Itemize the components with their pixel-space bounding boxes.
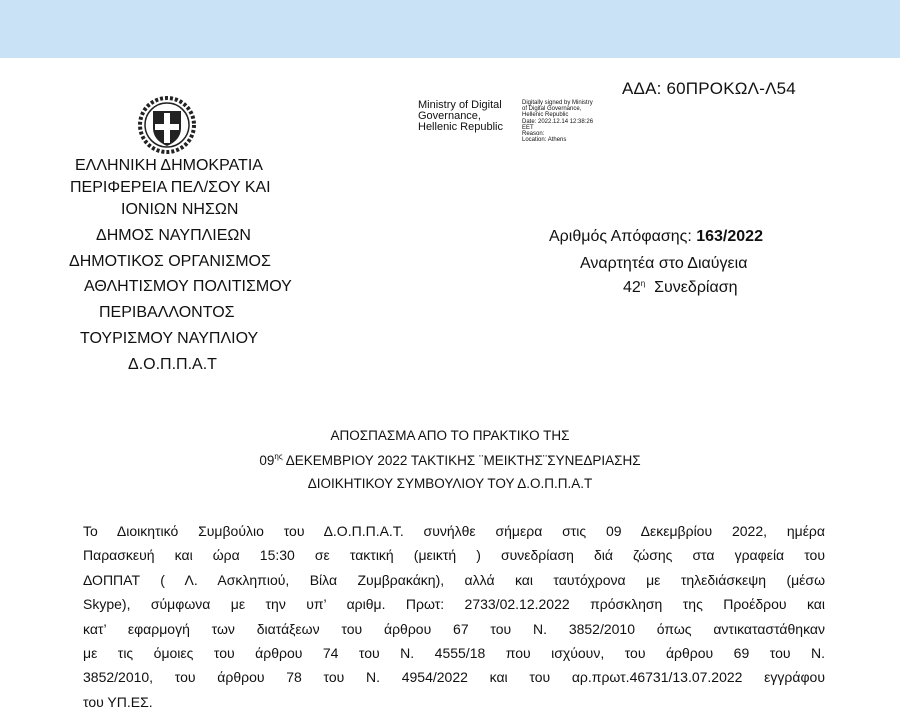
extract-title-line1: ΑΠΟΣΠΑΣΜΑ ΑΠΟ ΤΟ ΠΡΑΚΤΙΚΟ ΤΗΣ [330, 428, 570, 443]
minutes-paragraph [83, 519, 825, 714]
session-suffix: η [640, 279, 646, 288]
org-line: ΙΟΝΙΩΝ ΝΗΣΩΝ [121, 201, 239, 218]
signature-org: Ministry of Digital Governance, Hellenic Republic [418, 99, 503, 133]
paragraph-line: κατ’ εφαρμογή των διατάξεων του άρθρου 67 του Ν. 3852/2010 όπως αντικαταστάθηκαν [83, 620, 825, 637]
org-line: ΤΟΥΡΙΣΜΟΥ ΝΑΥΠΛΙΟΥ [80, 330, 259, 347]
org-line: ΠΕΡΙΦΕΡΕΙΑ ΠΕΛ/ΣΟΥ ΚΑΙ [70, 179, 271, 196]
coat-of-arms-icon [138, 96, 196, 154]
extract-title-line2: $09^{\eta\varsigma}$ ΔΕΚΕΜΒΡΙΟΥ 2022 ΤΑΚΤΙΚΗΣ ¨ΜΕΙΚΤΗΣ¨ΣΥΝΕΔΡΙΑΣΗΣ [259, 452, 641, 468]
org-line: ΑΘΛΗΤΙΣΜΟΥ ΠΟΛΙΤΙΣΜΟΥ [84, 278, 292, 295]
decision-number: 163/2022 [696, 228, 763, 245]
ada-code: ΑΔΑ: 60ΠΡΟΚΩΛ-Λ54 [622, 79, 796, 98]
paragraph-line: 3852/2010, του άρθρου 78 του Ν. 4954/2022 και του αρ.πρωτ.46731/13.07.2022 εγγράφου [83, 669, 825, 686]
session-word: Συνεδρίαση [654, 279, 738, 296]
session-line [623, 279, 738, 297]
decision-label: Αριθμός Απόφασης: [549, 228, 692, 245]
paragraph-line: Το Διοικητικό Συμβούλιο του Δ.Ο.Π.Π.Α.Τ. συνήλθε σήμερα στις 09 Δεκεμβρίου 2022, ημέρα [83, 523, 825, 539]
paragraph-line: του ΥΠ.ΕΣ. [83, 693, 153, 710]
org-line: ΠΕΡΙΒΑΛΛΟΝΤΟΣ [99, 304, 235, 321]
viewer-top-bar [0, 0, 900, 58]
posting-note: Αναρτητέα στο Διαύγεια [580, 255, 748, 272]
paragraph-line: ΔΟΠΠΑΤ ( Λ. Ασκληπιού, Βίλα Ζυμβρακάκη), αλλά και ταυτόχρονα με τηλεδιάσκεψη (μέσω [83, 571, 825, 588]
paragraph-line: Παρασκευή και ώρα 15:30 σε τακτική (μεικτή ) συνεδρίαση διά ζώσης στα γραφεία του [83, 547, 825, 564]
org-line: ΔΗΜΟΤΙΚΟΣ ΟΡΓΑΝΙΣΜΟΣ [69, 253, 271, 270]
paragraph-line: με τις όμοιες του άρθρου 74 του Ν. 4555/18 που ισχύουν, του άρθρου 69 του Ν. [83, 645, 825, 662]
decision-number-row [549, 228, 763, 246]
extract-title-line3: ΔΙΟΙΚΗΤΙΚΟΥ ΣΥΜΒΟΥΛΙΟΥ ΤΟΥ Δ.Ο.Π.Π.Α.Τ [307, 476, 593, 491]
session-number: 42 [623, 279, 641, 296]
digital-signature-stamp [418, 100, 638, 160]
signature-details: Digitally signed by Ministry of Digital Governance, Hellenic Republic Date: 2022.12.14 12:38:26 EET Reason: Location: Athens [522, 100, 594, 144]
org-line: ΕΛΛΗΝΙΚΗ ΔΗΜΟΚΡΑΤΙΑ [75, 157, 263, 174]
paragraph-line: Skype), σύμφωνα με την υπ’ αριθμ. Πρωτ: 2733/02.12.2022 πρόσκληση της Προέδρου και [83, 596, 825, 613]
org-line: Δ.Ο.Π.Π.Α.Τ [128, 356, 217, 373]
org-line: ΔΗΜΟΣ ΝΑΥΠΛΙΕΩΝ [96, 227, 251, 244]
